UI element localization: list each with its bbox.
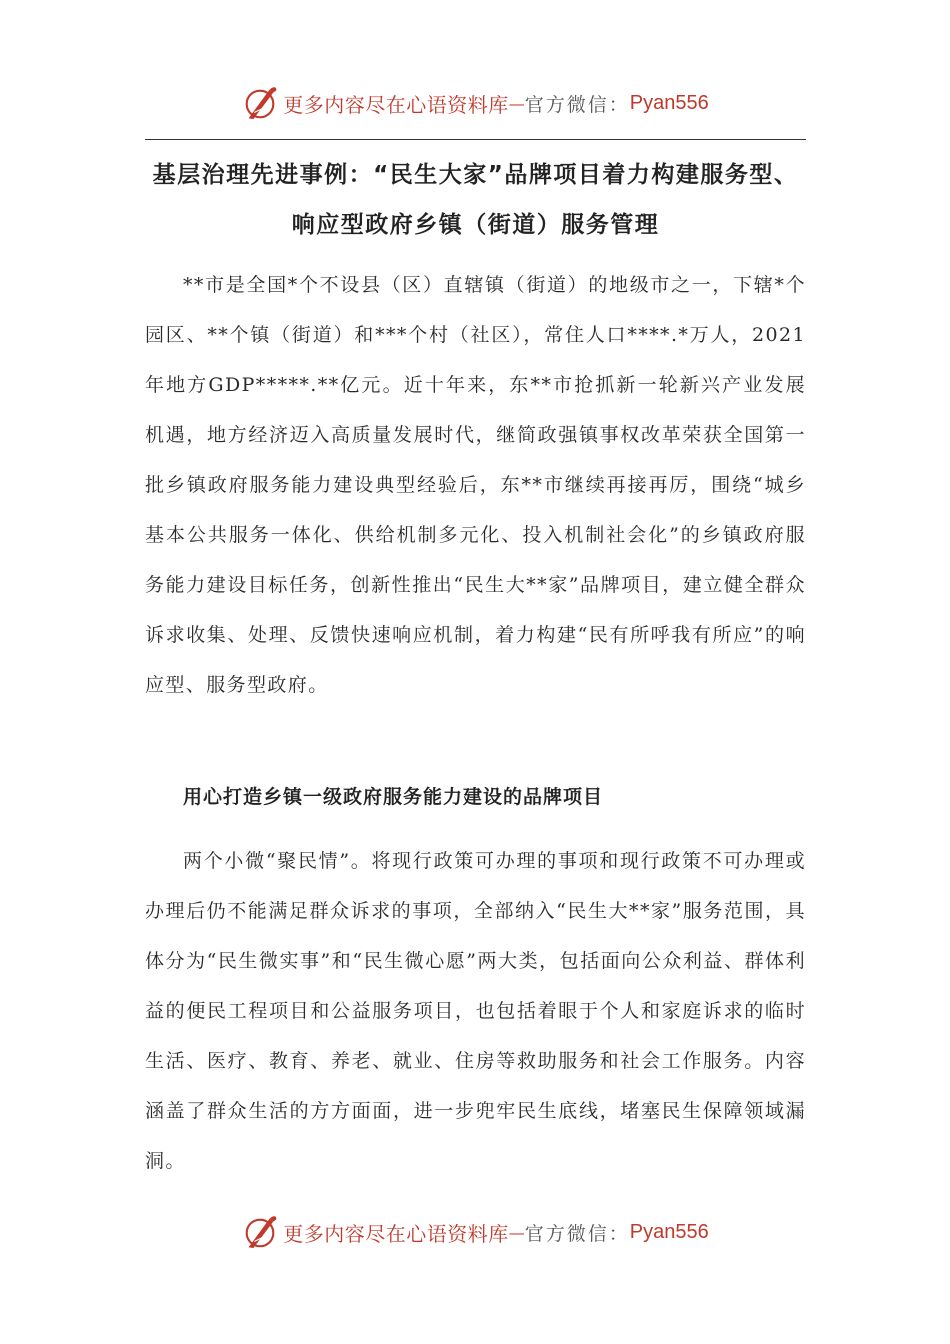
banner-separator: — [508, 1222, 525, 1242]
banner-wechat-id: Pyan556 [629, 91, 709, 114]
banner-separator: — [508, 93, 525, 113]
section-heading: 用心打造乡镇一级政府服务能力建设的品牌项目 [183, 786, 604, 808]
body-paragraph-1: **市是全国*个不设县（区）直辖镇（街道）的地级市之一，下辖*个园区、**个镇（街道）和***个村（社区），常住人口****.*万人，2021年地方GDP*****.**亿元。近十年来，东**市抢抓新一轮新兴产业发展机遇，地方经济迈入高质量发展时代，继简政强镇事权改革荣获全国第一批乡镇政府服务能力建设典型经验后，东**市继续再接再厉，围绕“城乡基本公共服务一体化、供给机制多元化、投入机制社会化”的乡镇政府服务能力建设目标任务，创新性推出“民生大**家”品牌项目，建立健全群众诉求收集、处理、反馈快速响应机制，着力构建“民有所呼我有所应”的响应型、服务型政府。 [145, 274, 806, 696]
header-divider [145, 139, 806, 140]
body-paragraph-2: 两个小微“聚民情”。将现行政策可办理的事项和现行政策不可办理或办理后仍不能满足群众诉求的事项，全部纳入“民生大**家”服务范围，具体分为“民生微实事”和“民生微心愿”两大类，包括面向公众利益、群体利益的便民工程项目和公益服务项目，也包括着眼于个人和家庭诉求的临时生活、医疗、教育、养老、就业、住房等救助服务和社会工作服务。内容涵盖了群众生活的方方面面，进一步兜牢民生底线，堵塞民生保障领域漏洞。 [145, 850, 806, 1172]
header-banner [0, 81, 950, 125]
quill-pen-logo-icon [241, 84, 279, 122]
banner-text: 更多内容尽在心语资料库 [283, 92, 509, 117]
banner-wechat-label: 官方微信： [524, 1222, 630, 1245]
banner-wechat-label: 官方微信： [524, 93, 630, 116]
footer-banner [0, 1210, 950, 1254]
banner-text: 更多内容尽在心语资料库 [283, 1221, 509, 1246]
banner-wechat-id: Pyan556 [629, 1220, 709, 1243]
document-title: 基层治理先进事例：“民生大家”品牌项目着力构建服务型、响应型政府乡镇（街道）服务管理 [152, 162, 799, 238]
quill-pen-logo-icon [241, 1213, 279, 1251]
